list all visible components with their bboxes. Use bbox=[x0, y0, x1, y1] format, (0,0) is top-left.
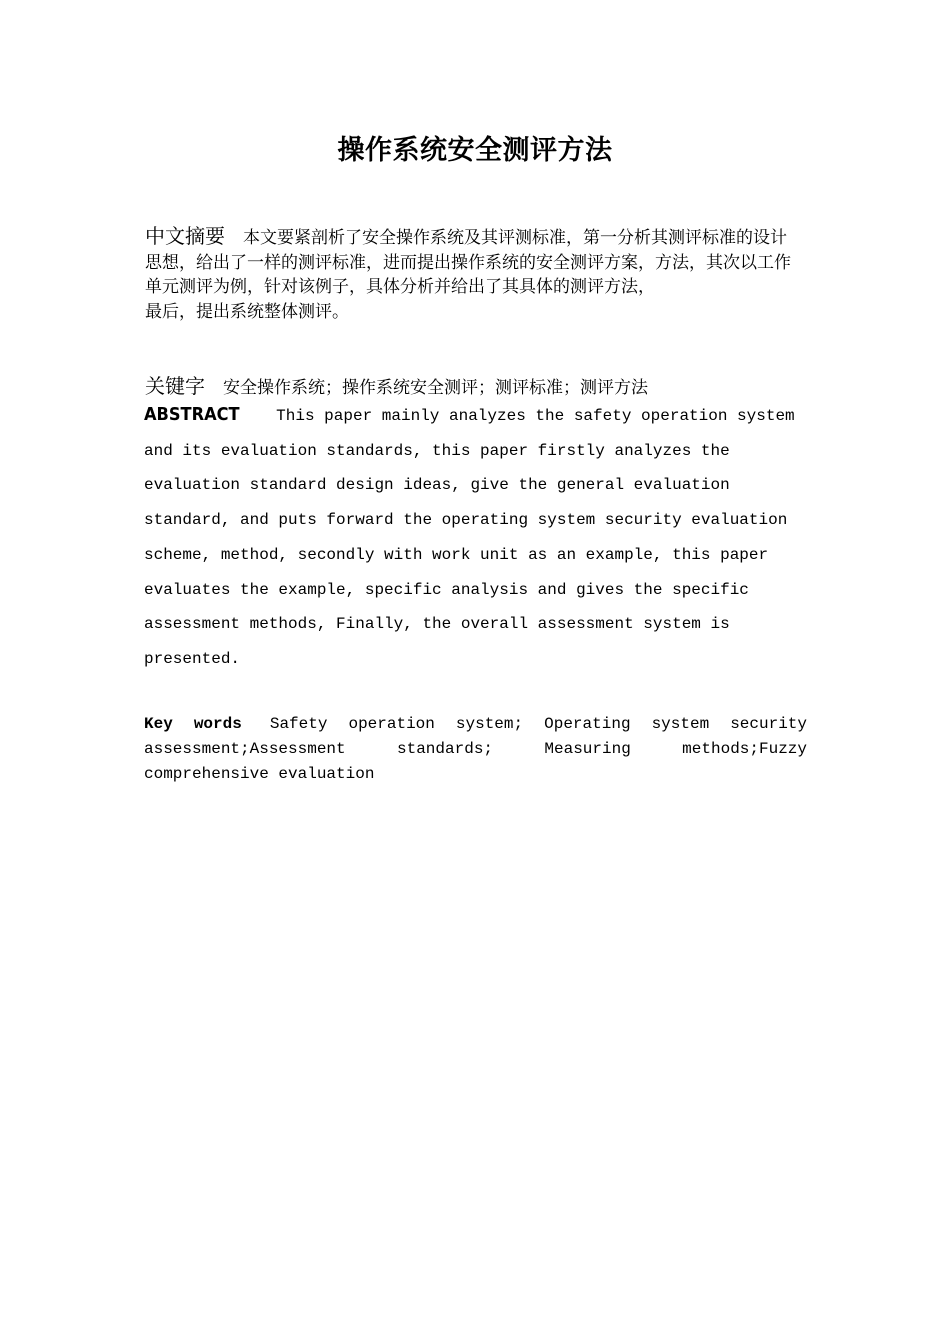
chinese-abstract bbox=[145, 224, 800, 324]
chinese-abstract-heading: 中文摘要 bbox=[145, 224, 225, 248]
english-keywords-heading: Key words bbox=[144, 715, 242, 733]
chinese-keywords-text: 安全操作系统；操作系统安全测评；测评标准；测评方法 bbox=[223, 378, 648, 398]
english-abstract-heading: ABSTRACT bbox=[144, 404, 240, 425]
document-title: 操作系统安全测评方法 bbox=[337, 135, 613, 166]
english-abstract bbox=[144, 398, 804, 677]
chinese-abstract-text: 本文要紧剖析了安全操作系统及其评测标准，第一分析其测评标准的设计思想，给出了一样的测评标准，进而提出操作系统的安全测评方案，方法，其次以工作单元测评为例，针对该例子，具体分析并给出了其具体的测评方法， bbox=[145, 228, 791, 297]
chinese-keywords bbox=[145, 374, 805, 400]
chinese-keywords-heading: 关键字 bbox=[145, 374, 205, 398]
english-abstract-text: This paper mainly analyzes the safety operation system and its evaluation standards, this paper firstly analyzes the evaluation standard design ideas, give the general evaluation standard, and puts forward the operating system security evaluation scheme, method, secondly with work unit as an example, this paper evaluates the example, specific analysis and gives the specific assessment methods, Finally, the overall assessment system is presented. bbox=[144, 407, 795, 668]
english-keywords bbox=[144, 712, 807, 787]
english-keywords-text: Safety operation system; Operating system security assessment;Assessment standards; Measuring methods;Fuzzy comprehensive evaluation bbox=[144, 715, 808, 783]
chinese-abstract-text-last: 最后，提出系统整体测评。 bbox=[145, 301, 349, 322]
